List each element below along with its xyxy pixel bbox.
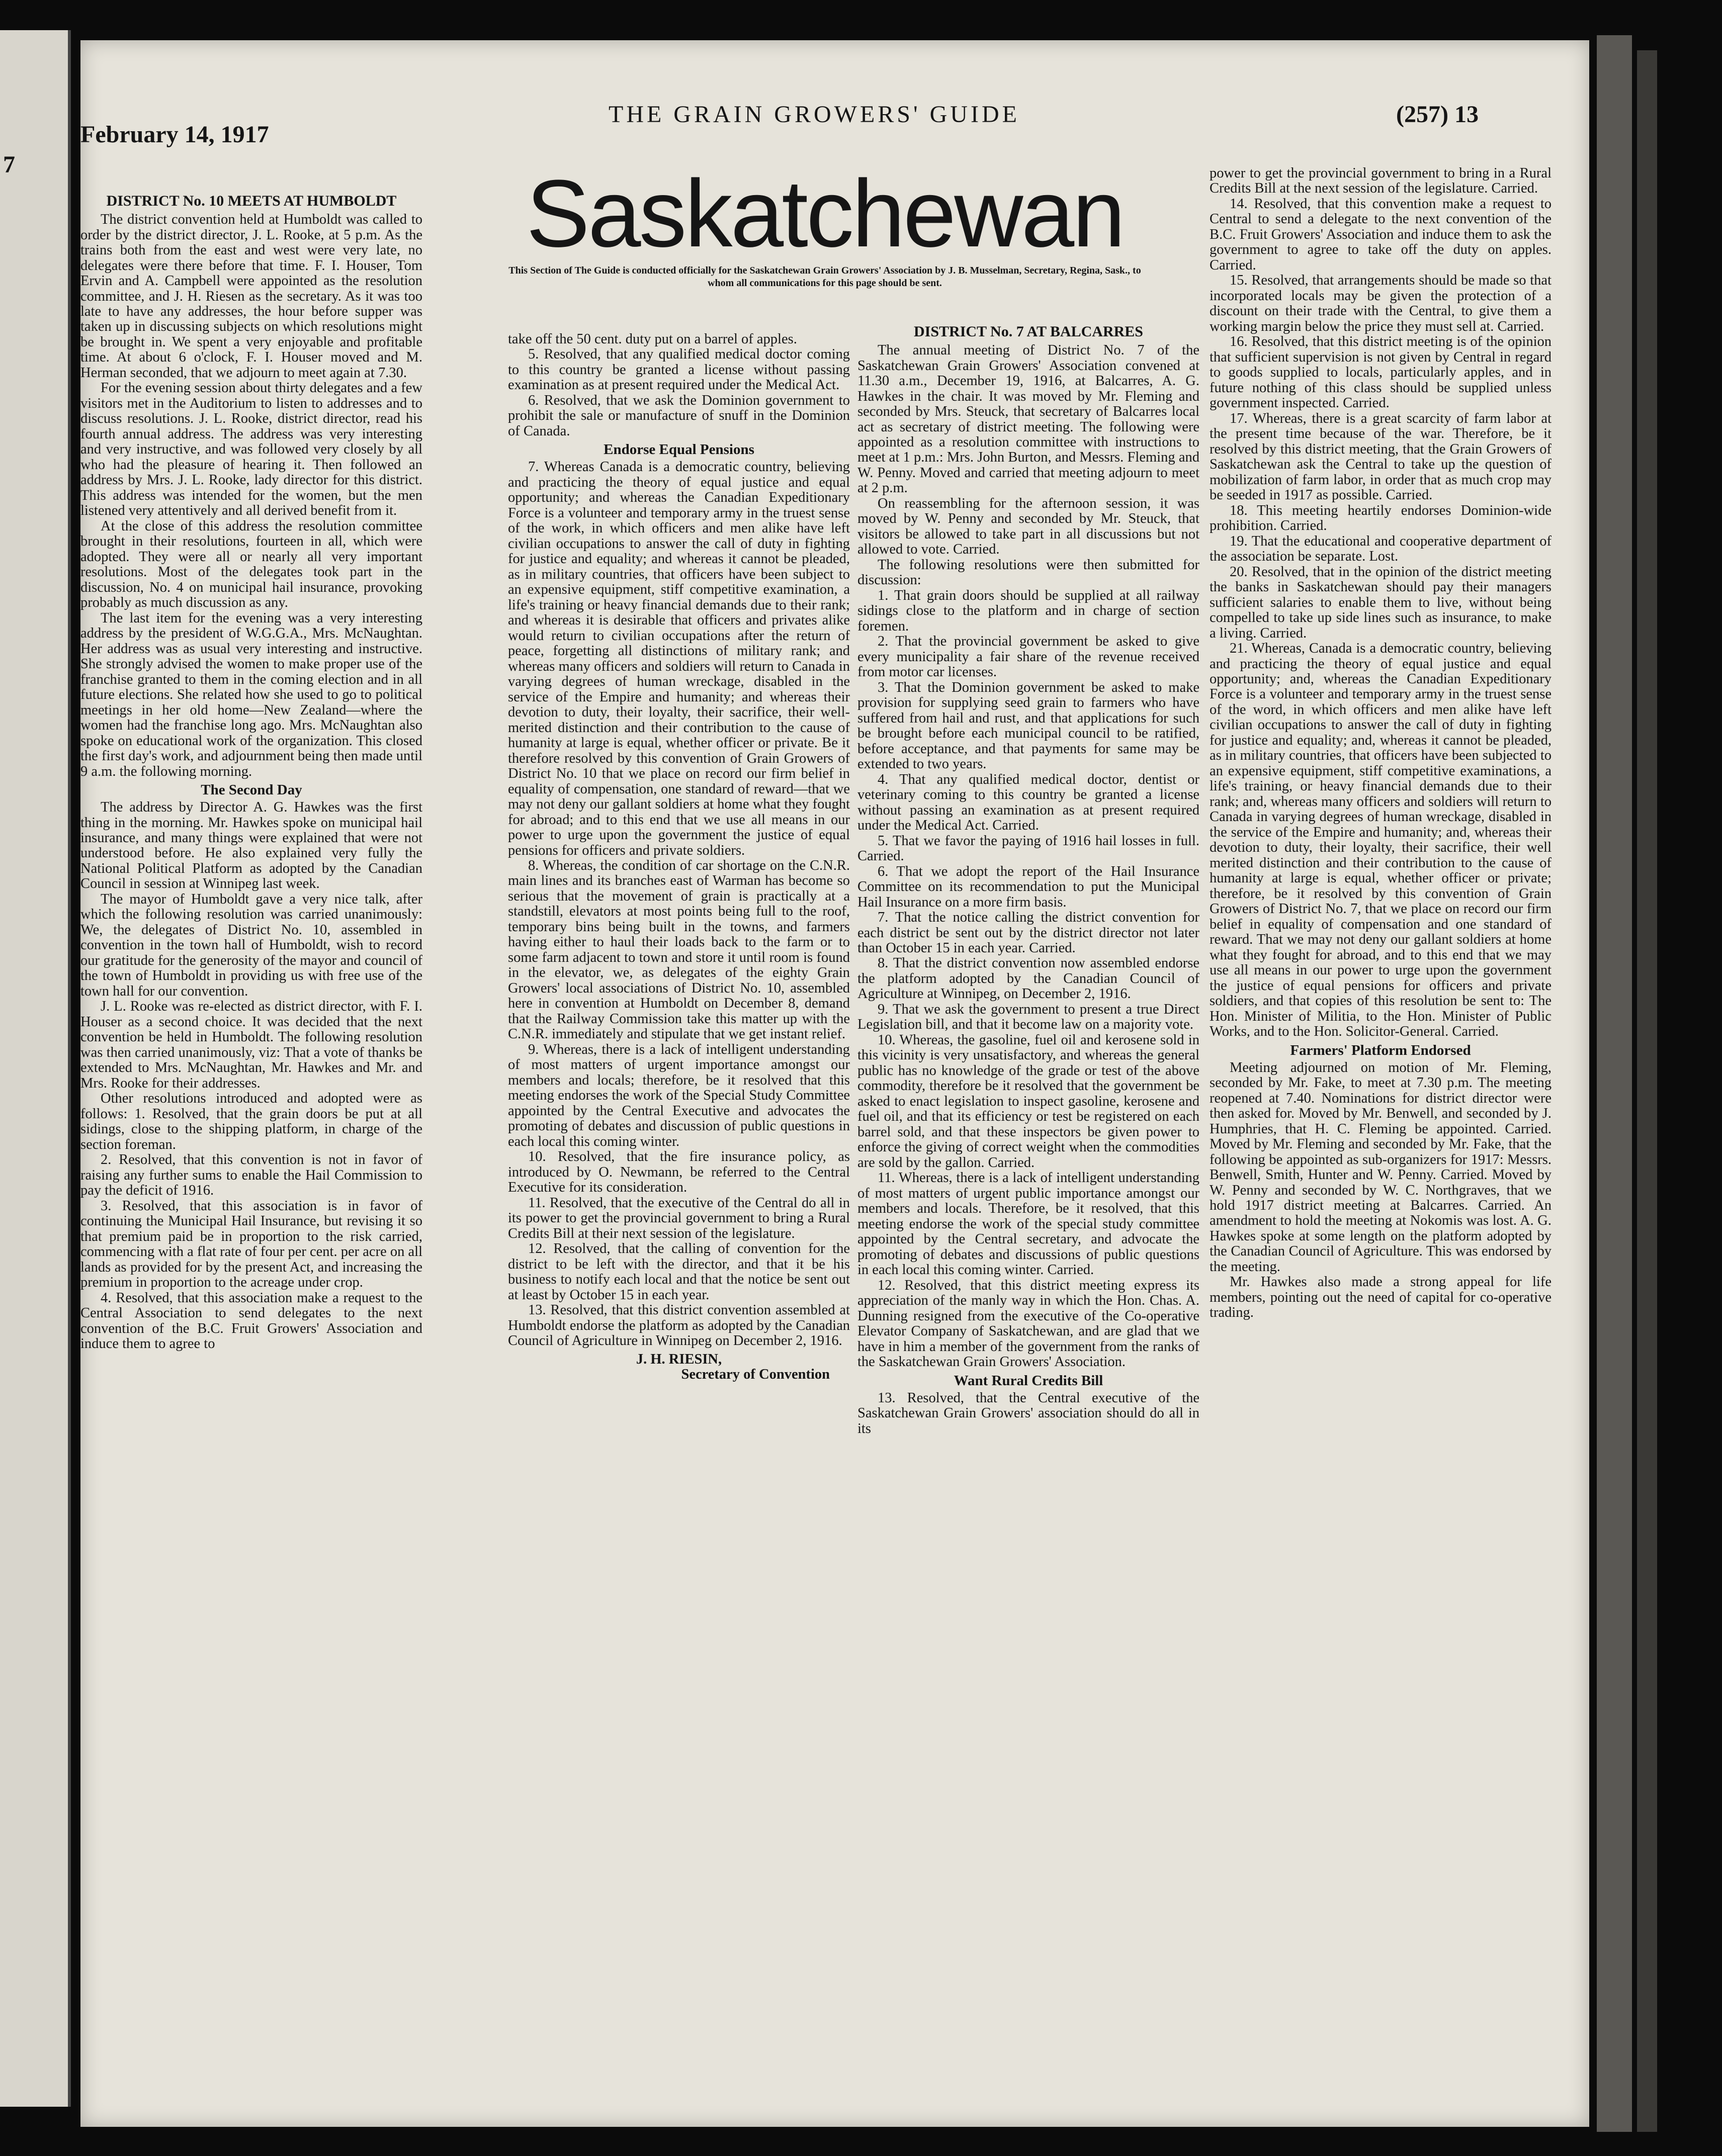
- paragraph: 6. That we adopt the report of the Hail Insurance Committee on its recommendation to put the Municipal Hail Insurance on a more firm basis.: [857, 863, 1199, 910]
- paragraph: 13. Resolved, that this district convention assembled at Humboldt endorse the platform as adopted by the Canadian Council of Agriculture in Winnipeg on December 2, 1916.: [508, 1302, 850, 1349]
- page-number: (257) 13: [1396, 101, 1479, 128]
- section-masthead: [503, 160, 1147, 290]
- article-heading-district-7: DISTRICT No. 7 AT BALCARRES: [914, 323, 1143, 340]
- paragraph: The mayor of Humboldt gave a very nice talk, after which the following resolution was carried unanimously: We, the delegates of District No. 10, assembled in convention in the town hall of Humboldt, wish to record our gratitude for the generosity of the mayor and council of the town of Humboldt in providing us with free use of the town hall for our convention.: [80, 891, 422, 999]
- paragraph: power to get the provincial government to bring in a Rural Credits Bill at the next session of the legislature. Carried.: [1210, 166, 1552, 197]
- section-title: Saskatchewan: [526, 160, 1124, 267]
- subheading-equal-pensions: Endorse Equal Pensions: [604, 441, 754, 458]
- paragraph: 2. Resolved, that this convention is not in favor of raising any further sums to enable the Hail Commission to pay the deficit of 1916.: [80, 1152, 422, 1199]
- signature-title: Secretary of Convention: [681, 1366, 830, 1382]
- paragraph: 9. That we ask the government to present a true Direct Legislation bill, and that it become law on a majority vote.: [857, 1001, 1199, 1033]
- subheading-second-day: The Second Day: [201, 782, 302, 798]
- page-header: [80, 101, 1479, 161]
- paragraph: 18. This meeting heartily endorses Dominion-wide prohibition. Carried.: [1210, 502, 1552, 534]
- section-subtitle: This Section of The Guide is conducted officially for the Saskatchewan Grain Growers' Association by J. B. Musselman, Secretary, Regina, Sask., to whom all communications for this page should be sent.: [508, 265, 1141, 289]
- adjacent-page-edge: [0, 30, 71, 2107]
- paragraph: The address by Director A. G. Hawkes was the first thing in the morning. Mr. Hawkes spoke on municipal hail insurance, and many things were explained that were not understood before. He also explained very fully the National Political Platform as adopted by the Canadian Council in session at Winnipeg last week.: [80, 799, 422, 892]
- paragraph: At the close of this address the resolution committee brought in their resolutions, fourteen in all, which were adopted. They were all or nearly all very important resolutions. Most of the delegates took part in the discussion, No. 4 on municipal hail insurance, provoking probably as much discussion as any.: [80, 518, 422, 611]
- paragraph: 6. Resolved, that we ask the Dominion government to prohibit the sale or manufacture of snuff in the Dominion of Canada.: [508, 392, 850, 439]
- paragraph: 8. That the district convention now assembled endorse the platform adopted by the Canadian Council of Agriculture at Winnipeg, on December 2, 1916.: [857, 955, 1199, 1002]
- paragraph: J. L. Rooke was re-elected as district director, with F. I. Houser as a second choice. It was decided that the next convention be held in Humboldt. The following resolution was then carried unanimously, viz: That a vote of thanks be extended to Mrs. McNaughtan, Mr. Hawkes and Mr. and Mrs. Rooke for their addresses.: [80, 999, 422, 1091]
- paragraph: 9. Whereas, there is a lack of intelligent understanding of most matters of urgent importance amongst our members and locals; therefore, be it resolved that this meeting endorses the work of the Special Study Committee appointed by the Central Executive and advocates the promoting of debates and discussion of public questions in each local this coming winter.: [508, 1041, 850, 1149]
- column-1: [80, 191, 422, 2031]
- paragraph: 4. Resolved, that this association make a request to the Central Association to send delegates to the next convention of the B.C. Fruit Growers' Association and induce them to agree to: [80, 1290, 422, 1352]
- paragraph: 11. Resolved, that the executive of the Central do all in its power to get the provincial government to bring a Rural Credits Bill at their next session of the legislature.: [508, 1195, 850, 1241]
- paragraph: 3. That the Dominion government be asked to make provision for supplying seed grain to farmers who have suffered from hail and rust, and that applications for such be brought before each municipal council to be ratified, before acceptance, and that payments for same may be extended to two years.: [857, 679, 1199, 772]
- paragraph: 13. Resolved, that the Central executive of the Saskatchewan Grain Growers' association should do all in its: [857, 1390, 1199, 1436]
- paragraph: 20. Resolved, that in the opinion of the district meeting the banks in Saskatchewan should pay their managers sufficient salaries to enable them to live, without being compelled to take up side lines such as insurance, to make a living. Carried.: [1210, 564, 1552, 641]
- issue-date: February 14, 1917: [80, 121, 269, 148]
- paragraph: 5. Resolved, that any qualified medical doctor coming to this country be granted a license without passing examination as at present required under the Medical Act.: [508, 346, 850, 393]
- paragraph: The district convention held at Humboldt was called to order by the district director, J. L. Rooke, at 5 p.m. As the trains both from the east and west were very late, no delegates were there before that time. F. I. Houser, Tom Ervin and A. Campbell were appointed as the resolution committee, and J. H. Riesen as the secretary. As it was too late to have any addresses, the hour before supper was taken up in discussing subjects on which resolutions might be brought in. We spent a very enjoyable and profitable time. At about 6 o'clock, F. I. Houser moved and M. Herman seconded, that we adjourn to meet again at 7.30.: [80, 212, 422, 381]
- paragraph: 12. Resolved, that this district meeting express its appreciation of the manly way in which the Hon. Chas. A. Dunning resigned from the executive of the Co-operative Elevator Company of Saskatchewan, and are glad that we have in him a member of the government from the ranks of the Saskatchewan Grain Growers' Association.: [857, 1277, 1199, 1370]
- column-3: [857, 322, 1199, 2031]
- paragraph: 8. Whereas, the condition of car shortage on the C.N.R. main lines and its branches east of Warman has become so serious that the movement of grain is practically at a standstill, elevators at most points being full to the roof, temporary bins being built in the towns, and farmers having either to haul their loads back to the farm or to some farm adjacent to town and store it until room is found in the elevator, we, as delegates of the eighty Grain Growers' local associations of District No. 10, assembled here in convention at Humboldt on December 8, demand that the Railway Commission take this matter up with the C.N.R. immediately and stipulate that we get instant relief.: [508, 858, 850, 1042]
- paragraph: 4. That any qualified medical doctor, dentist or veterinary coming to this country be granted a license without passing an examination as at present required under the Medical Act. Carried.: [857, 771, 1199, 834]
- paragraph: 19. That the educational and cooperative department of the association be separate. Lost.: [1210, 533, 1552, 565]
- article-heading-district-10: DISTRICT No. 10 MEETS AT HUMBOLDT: [106, 193, 397, 209]
- paragraph: 15. Resolved, that arrangements should be made so that incorporated locals may be given the protection of a discount on their trade with the Central, to give them a working margin below the price they must sell at. Carried.: [1210, 273, 1552, 334]
- paragraph: For the evening session about thirty delegates and a few visitors met in the Auditorium to listen to addresses and to discuss resolutions. J. L. Rooke, district director, read his fourth annual address. The address was very interesting and very instructive, and was followed very closely by all who had the pleasure of hearing it. Then followed an address by Mrs. J. L. Rooke, lady director for this district. This address was intended for the women, but the men listened very attentively and all derived benefit from it.: [80, 380, 422, 519]
- paragraph: Mr. Hawkes also made a strong appeal for life members, pointing out the need of capital for co-operative trading.: [1210, 1274, 1552, 1321]
- paragraph: The following resolutions were then submitted for discussion:: [857, 557, 1199, 588]
- paragraph: 17. Whereas, there is a great scarcity of farm labor at the present time because of the war. Therefore, be it resolved by this district meeting, that the Grain Growers of Saskatchewan ask the Central to take up the question of mobilization of farm labor, in order that as much crop may be seeded in 1917 as possible. Carried.: [1210, 410, 1552, 503]
- adjacent-page-number: 7: [3, 151, 15, 178]
- paper-name: THE GRAIN GROWERS' GUIDE: [609, 101, 1020, 128]
- paragraph: 12. Resolved, that the calling of convention for the district to be left with the director, and that it be his business to notify each local and that the notice be sent out at least by October 15 in each year.: [508, 1241, 850, 1303]
- paragraph: 14. Resolved, that this convention make a request to Central to send a delegate to the next convention of the B.C. Fruit Growers' Association and induce them to ask the government to agree to take off the duty on apples. Carried.: [1210, 196, 1552, 273]
- paragraph: 7. Whereas Canada is a democratic country, believing and practicing the theory of equal justice and equal opportunity; and whereas the Canadian Expeditionary Force is a volunteer and temporary army in the truest sense of the work, in which officers and men alike have left civilian occupations to answer the call of duty in fighting for justice and equality; and whereas it cannot be pleaded, as in military countries, that officers have been subject to an expensive equipment, stiff competitive examination, a life's training or heavy financial demands due to their rank; and whereas it is desirable that officers and privates alike would return to civilian occupations after the return of peace, forgetting all distinctions of military rank; and whereas many officers and soldiers will return to Canada in varying degrees of human wreckage, disabled in the service of the Empire and humanity; and whereas their devotion to duty, their loyalty, their sacrifice, their well-merited distinction and their contribution to the cause of humanity at large is equal, whether officer or private. Be it therefore resolved by this convention of Grain Growers of District No. 10 that we place on record our firm belief in equality of compensation, one standard of reward—that we may not deny our gallant soldiers at home what they fought for abroad; and to this end that we use all means in our power to urge upon the government the justice of equal pensions for officers and private soldiers.: [508, 459, 850, 858]
- paragraph: 7. That the notice calling the district convention for each district be sent out by the district director not later than October 15 in each year. Carried.: [857, 910, 1199, 956]
- paragraph: 5. That we favor the paying of 1916 hail losses in full. Carried.: [857, 833, 1199, 864]
- column-4: [1210, 166, 1552, 2031]
- book-spine-shadow-outer: [1637, 50, 1657, 2132]
- paragraph: 1. That grain doors should be supplied at all railway sidings close to the platform and in charge of section foremen.: [857, 587, 1199, 634]
- paragraph: 2. That the provincial government be asked to give every municipality a fair share of the revenue received from motor car licenses.: [857, 634, 1199, 680]
- paragraph: On reassembling for the afternoon session, it was moved by W. Penny and seconded by Mr. Steuck, that visitors be allowed to take part in all discussions but not allowed to vote. Carried.: [857, 495, 1199, 558]
- paragraph: take off the 50 cent. duty put on a barrel of apples.: [508, 332, 797, 347]
- paragraph: Other resolutions introduced and adopted were as follows: 1. Resolved, that the grain doors be put at all sidings, close to the shipping platform, in charge of the section foreman.: [80, 1091, 422, 1152]
- signature-name: J. H. RIESIN,: [636, 1351, 722, 1367]
- paragraph: The annual meeting of District No. 7 of the Saskatchewan Grain Growers' Association convened at 11.30 a.m., December 19, 1916, at Balcarres, A. G. Hawkes in the chair. It was moved by Mr. Fleming and seconded by Mrs. Steuck, that secretary of Balcarres local act as secretary of district meeting. The following were appointed as a resolution committee with instructions to meet at 1 p.m.: Mrs. John Burton, and Messrs. Fleming and W. Penny. Moved and carried that meeting adjourn to meet at 2 p.m.: [857, 342, 1199, 496]
- book-spine-shadow: [1597, 35, 1632, 2132]
- column-2: [508, 332, 850, 2031]
- paragraph: 16. Resolved, that this district meeting is of the opinion that sufficient supervision is not given by Central in regard to goods supplied to locals, particularly apples, and in future nothing of this class should be supplied unless government inspected. Carried.: [1210, 334, 1552, 411]
- subheading-farmers-platform: Farmers' Platform Endorsed: [1290, 1042, 1471, 1058]
- paragraph: 3. Resolved, that this association is in favor of continuing the Municipal Hail Insurance, but revising it so that premium paid be in proportion to the risk carried, commencing with a flat rate of four per cent. per acre on all lands as provided for by the present Act, and increasing the premium in proportion to the acreage under crop.: [80, 1198, 422, 1291]
- paragraph: 10. Resolved, that the fire insurance policy, as introduced by O. Newmann, be referred to the Central Executive for its consideration.: [508, 1149, 850, 1196]
- paragraph: 11. Whereas, there is a lack of intelligent understanding of most matters of urgent public importance amongst our members and locals. Therefore, be it resolved, that this meeting endorse the work of the special study committee appointed by the Central secretary, and advocate the promoting of debates and discussions of public questions in each local this coming winter. Carried.: [857, 1170, 1199, 1278]
- subheading-rural-credits: Want Rural Credits Bill: [954, 1372, 1103, 1389]
- paragraph: Meeting adjourned on motion of Mr. Fleming, seconded by Mr. Fake, to meet at 7.30 p.m. The meeting reopened at 7.40. Nominations for district director were then asked for. Moved by Mr. Benwell, and seconded by J. Humphries, that H. C. Fleming be appointed. Carried. Moved by Mr. Fleming and seconded by Mr. Fake, that the following be appointed as sub-organizers for 1917: Messrs. Benwell, Smith, Hunter and W. Penny. Carried. Moved by W. Penny and seconded by W. C. Northgraves, that we hold 1917 district meeting at Balcarres. Carried. An amendment to hold the meeting at Nokomis was lost. A. G. Hawkes spoke at some length on the platform adopted by the Canadian Council of Agriculture. This was endorsed by the meeting.: [1210, 1059, 1552, 1275]
- paragraph: The last item for the evening was a very interesting address by the president of W.G.G.A., Mrs. McNaughtan. Her address was as usual very interesting and instructive. She strongly advised the women to make proper use of the franchise granted to them in the coming election and in all future elections. She related how she used to go to political meetings in her old home—New Zealand—where the women had the franchise long ago. Mrs. McNaughtan also spoke on educational work of the organization. This closed the first day's work, and adjournment being then made until 9 a.m. the following morning.: [80, 610, 422, 779]
- paragraph: 10. Whereas, the gasoline, fuel oil and kerosene sold in this vicinity is very unsatisfactory, and whereas the general public has no knowledge of the grade or test of the above commodity, therefore be it resolved that the government be asked to enact legislation to inspect gasoline, kerosene and fuel oil, and that its efficiency or test be registered on each barrel sold, and that these inspectors be given power to enforce the giving of correct weight when the commodities are sold by the gallon. Carried.: [857, 1032, 1199, 1171]
- paragraph: 21. Whereas, Canada is a democratic country, believing and practicing the theory of equal justice and equal opportunity; and, whereas the Canadian Expeditionary Force is a volunteer and temporary army in the truest sense of the word, in which officers and men alike have left civilian occupations to answer the call of duty in fighting for justice and equality; and, whereas it cannot be pleaded, as in military countries, that officers have been subjected to an expensive equipment, stiff competitive examinations, a life's training, or heavy financial demands due to their rank; and, whereas many officers and soldiers will return to Canada in varying degrees of human wreckage, disabled in the service of the Empire and humanity; and, whereas their devotion to duty, their loyalty, their sacrifice, their well merited distinction and their contribution to the cause of humanity at large is equal, whether officer or private; therefore, be it resolved by this convention of Grain Growers of District No. 7, that we place on record our firm belief in equality of compensation and one standard of reward. That we may not deny our gallant soldiers at home what they fought for abroad, and to this end that we may use all means in our power to urge upon the government the justice of equal pensions for officers and private soldiers, and that copies of this resolution be sent to: The Hon. Minister of Militia, to the Hon. Minister of Public Works, and to the Hon. Solicitor-General. Carried.: [1210, 641, 1552, 1040]
